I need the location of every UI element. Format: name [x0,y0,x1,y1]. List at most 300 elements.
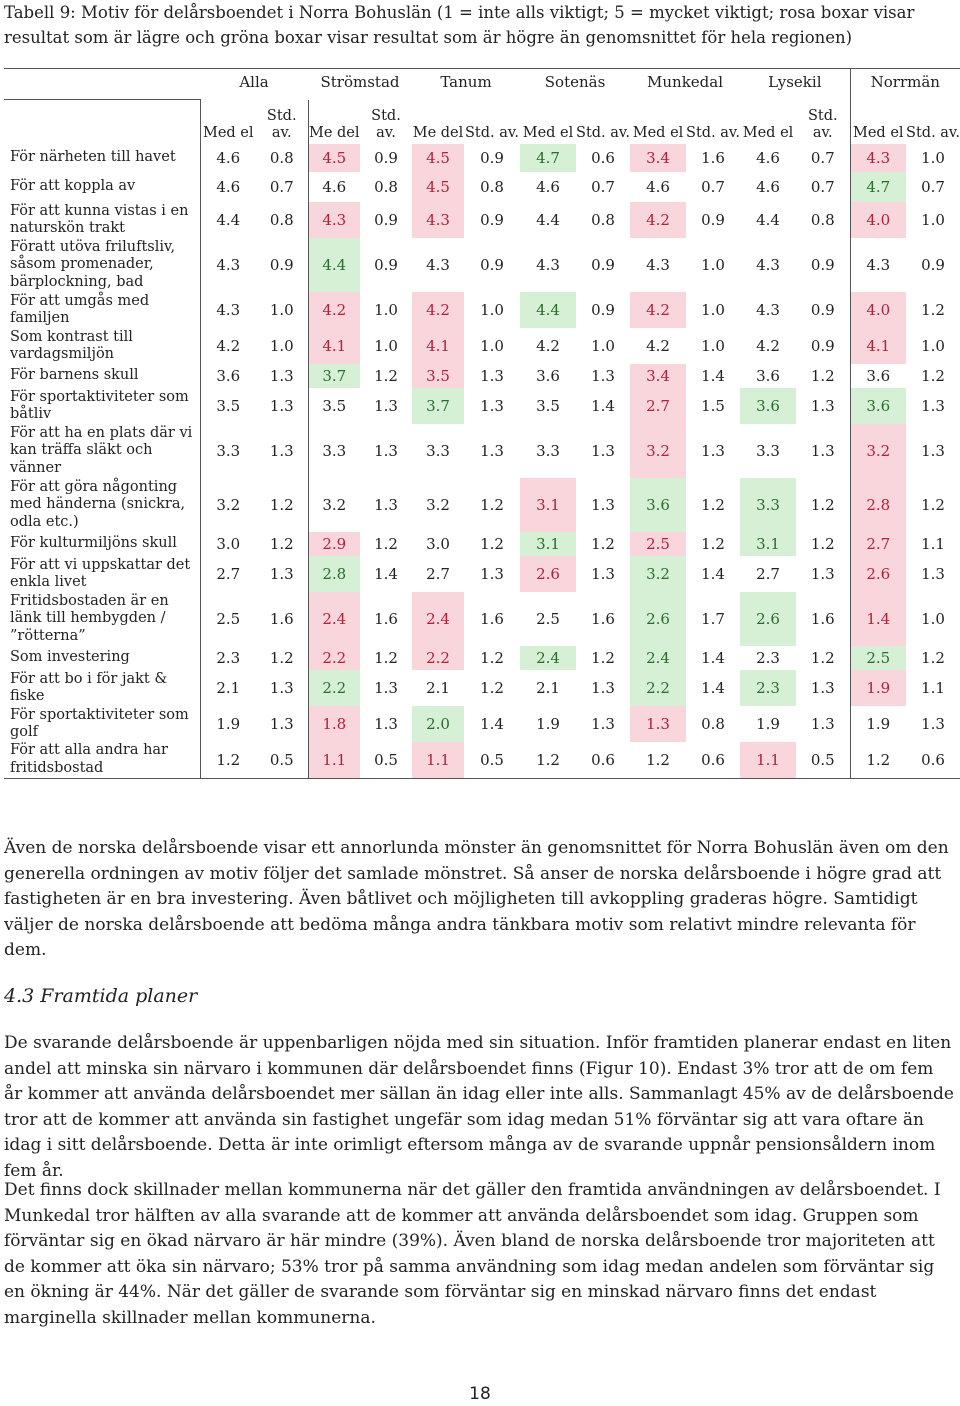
median-value: 2.9 [322,535,347,553]
std-value: 1.2 [810,535,835,553]
std-value: 0.7 [810,178,835,196]
median-value: 3.6 [756,367,780,385]
std-cell [464,388,520,424]
median-cell [740,706,796,742]
std-cell [256,706,308,742]
header-empty-cell [4,69,200,100]
std-cell [360,424,412,478]
median-cell [630,144,686,172]
std-cell [464,292,520,328]
median-cell [520,388,576,424]
median-cell [740,364,796,388]
std-value: 1.3 [810,679,835,697]
median-cell [850,556,906,592]
row-label: För att göra någonting med händerna (snickra, odla etc.) [10,478,186,530]
median-value: 2.3 [756,679,780,697]
median-cell [850,424,906,478]
median-value: 4.5 [426,149,450,167]
median-cell [740,328,796,364]
std-cell [906,478,960,532]
median-value: 3.2 [646,565,670,583]
median-value: 4.4 [322,256,347,274]
median-value: 4.0 [866,301,891,319]
std-cell [360,706,412,742]
median-cell [412,238,464,292]
median-value: 3.5 [322,397,347,415]
row-label: För att bo i för jakt & fiske [10,670,168,704]
std-cell [464,532,520,556]
median-value: 4.6 [322,178,347,196]
median-value: 4.6 [216,149,241,167]
median-value: 4.2 [426,301,450,319]
std-cell [464,144,520,172]
std-cell [576,292,630,328]
median-value: 4.3 [756,301,780,319]
std-cell [576,388,630,424]
median-value: 4.1 [866,337,891,355]
std-cell [360,646,412,670]
median-value: 2.3 [216,649,241,667]
std-value: 1.0 [374,301,398,319]
median-cell [308,532,360,556]
table-row [4,478,960,532]
std-cell [464,364,520,388]
row-label: För att koppla av [10,178,136,195]
std-cell [360,742,412,778]
median-value: 2.1 [426,679,450,697]
median-cell [740,388,796,424]
median-value: 2.3 [756,649,780,667]
std-value: 0.9 [269,256,294,274]
row-label: Föratt utöva friluftsliv, såsom promenader, bärplockning, bad [10,238,176,290]
std-cell [686,388,740,424]
subheader-median: Med el [522,125,574,141]
median-cell [520,592,576,646]
median-cell [308,388,360,424]
std-cell [796,424,850,478]
std-value: 1.2 [921,496,945,514]
median-value: 1.9 [866,679,891,697]
std-value: 0.7 [810,149,835,167]
median-cell [630,646,686,670]
std-cell [796,292,850,328]
median-cell [630,670,686,706]
std-value: 0.9 [921,256,945,274]
std-cell [796,646,850,670]
std-value: 1.3 [921,397,945,415]
std-cell [796,364,850,388]
median-cell [412,532,464,556]
std-value: 1.3 [921,442,945,460]
std-value: 1.3 [921,715,945,733]
median-cell [850,364,906,388]
median-cell [412,556,464,592]
median-cell [740,478,796,532]
median-cell [200,670,256,706]
std-value: 1.7 [701,610,725,628]
std-value: 1.2 [810,367,835,385]
std-value: 0.9 [374,211,398,229]
median-value: 2.2 [322,649,347,667]
std-value: 0.9 [374,149,398,167]
median-cell [200,592,256,646]
std-cell [576,424,630,478]
median-cell [630,424,686,478]
std-value: 0.8 [810,211,835,229]
table-row [4,592,960,646]
std-cell [576,556,630,592]
motive-table-container [4,68,960,779]
median-value: 2.5 [536,610,560,628]
median-value: 4.3 [866,149,891,167]
median-value: 3.6 [866,367,891,385]
median-value: 3.2 [646,442,670,460]
std-value: 1.2 [480,679,504,697]
std-value: 1.2 [269,535,294,553]
header-alla: Alla [200,69,308,100]
std-value: 1.0 [921,337,945,355]
std-value: 1.4 [480,715,504,733]
median-cell [412,388,464,424]
subheader-empty-cell [4,100,200,145]
median-value: 1.2 [646,750,670,769]
std-value: 0.8 [480,178,504,196]
subheader-row [4,100,960,145]
std-cell [464,646,520,670]
table-row [4,172,960,202]
std-cell [686,646,740,670]
std-value: 1.3 [269,679,294,697]
median-cell [740,742,796,778]
subheader-median: Me del [412,125,464,141]
median-value: 3.2 [426,496,450,514]
median-value: 1.9 [216,715,241,733]
median-value: 2.5 [866,649,891,667]
std-cell [906,202,960,238]
std-value: 0.8 [591,211,615,229]
std-cell [256,238,308,292]
std-cell [256,388,308,424]
subheader-median: Me del [308,100,360,145]
median-value: 3.0 [216,535,241,553]
std-value: 1.3 [921,565,945,583]
median-value: 3.2 [216,496,241,514]
median-value: 1.8 [322,715,347,733]
std-value: 1.0 [921,610,945,628]
std-value: 1.1 [921,535,945,553]
median-value: 3.6 [536,367,560,385]
median-value: 3.0 [426,535,450,553]
std-cell [360,364,412,388]
median-cell [630,478,686,532]
std-cell [906,144,960,172]
row-label: För kulturmiljöns skull [10,535,177,552]
median-cell [850,706,906,742]
median-value: 4.2 [536,337,560,355]
std-value: 1.6 [591,610,615,628]
std-value: 1.0 [701,256,725,274]
std-cell [686,292,740,328]
median-cell [520,742,576,778]
std-cell [256,742,308,778]
median-cell [850,742,906,778]
median-cell [308,238,360,292]
std-cell [256,532,308,556]
median-value: 2.1 [536,679,560,697]
median-cell [308,328,360,364]
std-cell [360,478,412,532]
median-cell [630,328,686,364]
median-value: 2.6 [756,610,780,628]
median-cell [630,532,686,556]
median-cell [200,388,256,424]
std-cell [256,592,308,646]
std-value: 0.7 [921,178,945,196]
std-value: 0.9 [810,301,835,319]
std-cell [360,328,412,364]
median-value: 2.2 [426,649,450,667]
median-cell [630,172,686,202]
median-cell [850,646,906,670]
median-value: 3.7 [322,367,347,385]
median-value: 4.3 [216,256,241,274]
median-value: 1.1 [322,750,347,769]
std-value: 1.3 [480,397,504,415]
header-munkedal: Munkedal [630,69,740,100]
median-value: 4.3 [536,256,560,274]
median-value: 3.1 [536,496,560,514]
median-value: 3.5 [426,367,450,385]
std-cell [906,424,960,478]
median-value: 4.5 [322,149,347,167]
std-value: 1.2 [921,367,945,385]
std-value: 1.0 [269,301,294,319]
std-value: 0.6 [591,149,615,167]
std-value: 1.6 [701,149,725,167]
std-value: 1.0 [921,149,945,167]
std-value: 1.3 [591,715,615,733]
std-value: 0.9 [374,256,398,274]
std-cell [796,478,850,532]
std-value: 1.2 [810,496,835,514]
std-value: 1.2 [921,649,945,667]
median-cell [520,238,576,292]
std-cell [906,742,960,778]
median-value: 4.4 [536,211,560,229]
std-cell [686,172,740,202]
std-cell [796,556,850,592]
median-cell [740,144,796,172]
median-cell [200,532,256,556]
std-value: 1.0 [269,337,294,355]
median-value: 3.6 [216,367,241,385]
std-cell [576,646,630,670]
median-value: 2.8 [866,496,891,514]
std-value: 1.3 [591,442,615,460]
std-cell [360,388,412,424]
paragraph-future-plans: De svarande delårsboende är uppenbarligen nöjda med sin situation. Inför framtiden planerar endast en liten andel att minska sin närvaro i kommunen där delårsboendet finns (Figur 10). Endast 3% tror att de om fem år kommer att använda delårsboendet mer sällan än idag eller inte alls. Sammanlagt 45% av de delårsboende tror att de kommer att använda sin fastighet ungefär som idag medan 51% förväntar sig att vara oftare än idag i sitt delårsboende. Detta är inte orimligt eftersom många av de svarande uppnår pensionsåldern inom fem år. [4,1033,954,1181]
std-value: 0.8 [269,211,294,229]
median-cell [520,292,576,328]
subheader-median: Med el [632,125,684,141]
median-value: 4.1 [322,337,347,355]
median-value: 1.2 [216,750,241,769]
median-cell [308,592,360,646]
median-value: 2.6 [646,610,670,628]
std-value: 1.3 [480,442,504,460]
median-value: 2.5 [646,535,670,553]
median-cell [200,202,256,238]
std-value: 1.2 [269,649,294,667]
std-value: 1.0 [701,301,725,319]
median-value: 2.6 [536,565,560,583]
std-cell [360,532,412,556]
median-value: 3.2 [322,496,347,514]
std-value: 1.3 [374,679,398,697]
median-cell [520,646,576,670]
median-cell [308,670,360,706]
median-value: 1.9 [756,715,780,733]
table-row [4,706,960,742]
std-cell [796,144,850,172]
std-cell [256,478,308,532]
std-cell [464,424,520,478]
median-cell [200,742,256,778]
median-cell [520,172,576,202]
std-value: 1.3 [591,565,615,583]
subheader-std: Std. av. [266,108,297,141]
std-cell [464,592,520,646]
median-cell [520,670,576,706]
median-value: 2.2 [646,679,670,697]
table-row [4,238,960,292]
std-value: 1.0 [480,337,504,355]
table-row [4,742,960,778]
median-value: 1.2 [536,750,560,769]
median-cell [200,328,256,364]
median-value: 4.2 [756,337,780,355]
std-cell [906,706,960,742]
median-cell [520,364,576,388]
median-value: 3.2 [866,442,891,460]
median-value: 1.9 [866,715,891,733]
median-value: 4.2 [646,337,670,355]
median-value: 4.2 [646,211,670,229]
median-value: 3.3 [756,496,780,514]
row-label: För sportaktiviteter som golf [10,706,189,740]
table-row [4,670,960,706]
median-cell [520,202,576,238]
std-cell [686,478,740,532]
std-cell [906,292,960,328]
std-value: 0.6 [701,750,725,769]
median-cell [850,592,906,646]
table-row [4,646,960,670]
std-cell [906,388,960,424]
std-value: 1.6 [269,610,294,628]
header-norrman: Norrmän [850,69,960,100]
median-cell [308,144,360,172]
median-value: 4.6 [756,149,780,167]
std-value: 1.0 [701,337,725,355]
std-cell [796,328,850,364]
municipality-header-row [4,69,960,100]
table-row [4,328,960,364]
std-cell [796,592,850,646]
std-value: 1.2 [480,535,504,553]
std-value: 1.0 [480,301,504,319]
row-label: Fritidsbostaden är en länk till hembygden / ”rötterna” [10,592,169,644]
std-value: 0.5 [480,750,504,769]
std-value: 0.6 [921,750,945,769]
std-cell [906,328,960,364]
std-value: 1.4 [701,679,725,697]
std-cell [256,424,308,478]
std-value: 0.9 [810,337,835,355]
std-cell [576,144,630,172]
median-value: 3.3 [426,442,450,460]
median-cell [200,144,256,172]
median-cell [412,202,464,238]
median-cell [630,742,686,778]
median-value: 3.6 [756,397,780,415]
median-cell [520,328,576,364]
std-value: 1.3 [810,442,835,460]
std-value: 1.3 [269,715,294,733]
std-cell [464,670,520,706]
std-value: 1.2 [269,496,294,514]
std-value: 1.3 [269,367,294,385]
row-label: För att ha en plats där vi kan träffa släkt och vänner [10,424,193,476]
median-value: 4.6 [536,178,560,196]
std-value: 1.3 [810,565,835,583]
median-value: 2.4 [536,649,560,667]
std-value: 0.7 [269,178,294,196]
median-value: 4.3 [426,211,450,229]
std-cell [576,328,630,364]
median-value: 3.7 [426,397,450,415]
median-cell [412,144,464,172]
std-cell [906,592,960,646]
std-cell [464,172,520,202]
median-value: 4.2 [646,301,670,319]
std-cell [256,292,308,328]
median-cell [308,706,360,742]
median-value: 4.2 [322,301,347,319]
std-value: 1.2 [374,649,398,667]
median-cell [200,424,256,478]
subheader-std: Std. av. [465,125,519,141]
header-sotenas: Sotenäs [520,69,630,100]
std-value: 1.2 [591,535,615,553]
table-row [4,202,960,238]
table-row [4,556,960,592]
median-cell [850,670,906,706]
median-value: 4.6 [756,178,780,196]
median-value: 4.3 [646,256,670,274]
std-cell [360,238,412,292]
median-value: 1.1 [426,750,450,769]
std-value: 0.5 [374,750,398,769]
std-cell [576,742,630,778]
std-cell [256,364,308,388]
std-value: 1.2 [591,649,615,667]
subheader-median: Med el [850,100,906,145]
std-value: 1.3 [591,496,615,514]
std-value: 1.3 [374,397,398,415]
std-value: 1.4 [701,649,725,667]
std-value: 1.2 [701,535,725,553]
